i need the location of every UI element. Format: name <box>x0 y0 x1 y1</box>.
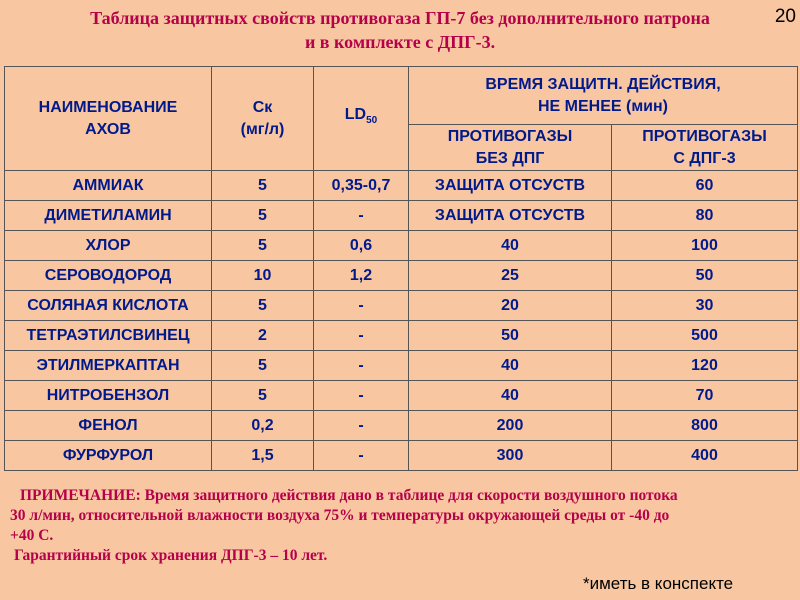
header-ld50: $LD_{50}$ <box>314 67 409 171</box>
cell-with-dpg: 30 <box>612 291 798 321</box>
cell-with-dpg: 100 <box>612 231 798 261</box>
cell-without-dpg: 25 <box>409 261 612 291</box>
cell-ld50: - <box>314 201 409 231</box>
table-row <box>5 381 798 411</box>
cell-ld50: - <box>314 411 409 441</box>
table-row <box>5 411 798 441</box>
cell-without-dpg: 50 <box>409 321 612 351</box>
table-row <box>5 351 798 381</box>
cell-ck: 5 <box>212 201 314 231</box>
cell-without-dpg: ЗАЩИТА ОТСУСТВ <box>409 171 612 201</box>
cell-with-dpg: 800 <box>612 411 798 441</box>
header-with-dpg: ПРОТИВОГАЗЫ С ДПГ-3 <box>612 125 798 171</box>
table-row <box>5 231 798 261</box>
cell-ck: 5 <box>212 381 314 411</box>
title-line-2: и в комплекте с ДПГ-3. <box>304 32 496 52</box>
cell-name: АММИАК <box>5 171 212 201</box>
note-block <box>10 486 780 566</box>
note-line-1: ПРИМЕЧАНИЕ: Время защитного действия дано в таблице для скорости воздушного потока <box>20 487 678 504</box>
cell-ck: 0,2 <box>212 411 314 441</box>
protection-table <box>4 66 798 471</box>
cell-name: НИТРОБЕНЗОЛ <box>5 381 212 411</box>
cell-without-dpg: 300 <box>409 441 612 471</box>
table-row <box>5 261 798 291</box>
cell-without-dpg: 40 <box>409 351 612 381</box>
page-title <box>0 6 800 54</box>
table-row <box>5 441 798 471</box>
cell-with-dpg: 80 <box>612 201 798 231</box>
table-row <box>5 171 798 201</box>
cell-without-dpg: ЗАЩИТА ОТСУСТВ <box>409 201 612 231</box>
cell-ld50: - <box>314 321 409 351</box>
cell-ck: 5 <box>212 291 314 321</box>
cell-with-dpg: 500 <box>612 321 798 351</box>
cell-with-dpg: 70 <box>612 381 798 411</box>
cell-ld50: - <box>314 441 409 471</box>
cell-ck: 1,5 <box>212 441 314 471</box>
cell-with-dpg: 120 <box>612 351 798 381</box>
cell-ck: 10 <box>212 261 314 291</box>
cell-name: ФУРФУРОЛ <box>5 441 212 471</box>
table-row <box>5 201 798 231</box>
cell-ld50: 0,6 <box>314 231 409 261</box>
header-name: НАИМЕНОВАНИЕ АХОВ <box>5 67 212 171</box>
cell-with-dpg: 60 <box>612 171 798 201</box>
cell-name: СЕРОВОДОРОД <box>5 261 212 291</box>
cell-without-dpg: 20 <box>409 291 612 321</box>
cell-ld50: 1,2 <box>314 261 409 291</box>
cell-without-dpg: 200 <box>409 411 612 441</box>
cell-with-dpg: 400 <box>612 441 798 471</box>
page-number: 20 <box>774 6 796 27</box>
cell-with-dpg: 50 <box>612 261 798 291</box>
table-row <box>5 321 798 351</box>
note-line-4: Гарантийный срок хранения ДПГ-3 – 10 лет. <box>14 547 328 564</box>
header-without-dpg: ПРОТИВОГАЗЫ БЕЗ ДПГ <box>409 125 612 171</box>
cell-without-dpg: 40 <box>409 231 612 261</box>
cell-without-dpg: 40 <box>409 381 612 411</box>
konspekt-note: *иметь в конспекте <box>583 574 734 593</box>
cell-name: ФЕНОЛ <box>5 411 212 441</box>
cell-ld50: 0,35-0,7 <box>314 171 409 201</box>
note-line-3: +40 С. <box>10 527 54 544</box>
cell-name: СОЛЯНАЯ КИСЛОТА <box>5 291 212 321</box>
header-protection-time: ВРЕМЯ ЗАЩИТН. ДЕЙСТВИЯ, НЕ МЕНЕЕ (мин) <box>409 67 798 125</box>
cell-ld50: - <box>314 351 409 381</box>
table-row <box>5 291 798 321</box>
header-ck: Ск (мг/л) <box>212 67 314 171</box>
cell-name: ХЛОР <box>5 231 212 261</box>
cell-ck: 5 <box>212 351 314 381</box>
cell-name: ДИМЕТИЛАМИН <box>5 201 212 231</box>
cell-ck: 2 <box>212 321 314 351</box>
note-line-2: 30 л/мин, относительной влажности воздуха 75% и температуры окружающей среды от -40 до <box>10 507 670 524</box>
cell-ck: 5 <box>212 171 314 201</box>
cell-ck: 5 <box>212 231 314 261</box>
cell-ld50: - <box>314 381 409 411</box>
title-line-1: Таблица защитных свойств противогаза ГП-7 без дополнительного патрона <box>90 8 710 28</box>
cell-name: ЭТИЛМЕРКАПТАН <box>5 351 212 381</box>
cell-name: ТЕТРАЭТИЛСВИНЕЦ <box>5 321 212 351</box>
cell-ld50: - <box>314 291 409 321</box>
